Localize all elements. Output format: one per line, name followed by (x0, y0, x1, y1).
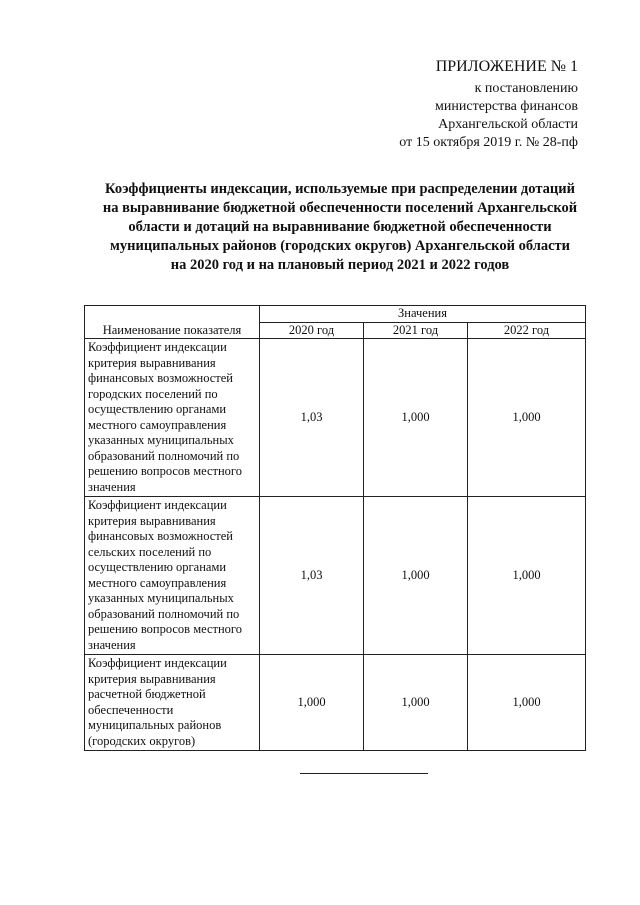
row-value-2022: 1,000 (468, 497, 586, 655)
document-title-line: области и дотаций на выравнивание бюджетной обеспеченности (128, 219, 552, 235)
appendix-title: ПРИЛОЖЕНИЕ № 1 (435, 58, 578, 75)
document-title-line: на 2020 год и на плановый период 2021 и 2022 годов (170, 257, 510, 273)
table-row (85, 497, 586, 655)
header-year-2022: 2022 год (468, 322, 586, 339)
document-title-line: Коэффициенты индексации, используемые при распределении дотаций (105, 181, 575, 197)
appendix-line-resolution: к постановлению (474, 81, 578, 96)
table-row (85, 655, 586, 751)
appendix-line-date-number: от 15 октября 2019 г. № 28-пф (399, 135, 578, 150)
appendix-header (348, 56, 578, 152)
document-title-line: муниципальных районов (городских округов) Архангельской области (109, 238, 571, 254)
table-row (85, 339, 586, 497)
row-value-2022: 1,000 (468, 655, 586, 751)
document-title (70, 180, 610, 275)
header-year-2020: 2020 год (260, 322, 364, 339)
document-title-line: на выравнивание бюджетной обеспеченности поселений Архангельской (102, 200, 578, 216)
row-value-2021: 1,000 (364, 497, 468, 655)
row-value-2021: 1,000 (364, 655, 468, 751)
appendix-line-region: Архангельской области (438, 117, 578, 132)
header-year-2021: 2021 год (364, 322, 468, 339)
row-value-2021: 1,000 (364, 339, 468, 497)
row-indicator-name: Коэффициент индексации критерия выравнивания финансовых возможностей городских поселений по осуществлению органами местного самоуправления указанных муниципальных образований полномочий по решению вопросов местного значения (85, 339, 260, 497)
row-indicator-name: Коэффициент индексации критерия выравнивания расчетной бюджетной обеспеченности муниципальных районов (городских округов) (85, 655, 260, 751)
row-value-2022: 1,000 (468, 339, 586, 497)
appendix-line-ministry: министерства финансов (435, 99, 578, 114)
row-value-2020: 1,000 (260, 655, 364, 751)
closing-divider (300, 773, 428, 774)
indexation-coefficients-table (84, 305, 586, 751)
header-indicator-name: Наименование показателя (85, 306, 260, 339)
row-value-2020: 1,03 (260, 497, 364, 655)
row-value-2020: 1,03 (260, 339, 364, 497)
header-values-group: Значения (260, 306, 586, 323)
row-indicator-name: Коэффициент индексации критерия выравнивания финансовых возможностей сельских поселений по осуществлению органами местного самоуправления указанных муниципальных образований полномочий по решению вопросов местного значения (85, 497, 260, 655)
